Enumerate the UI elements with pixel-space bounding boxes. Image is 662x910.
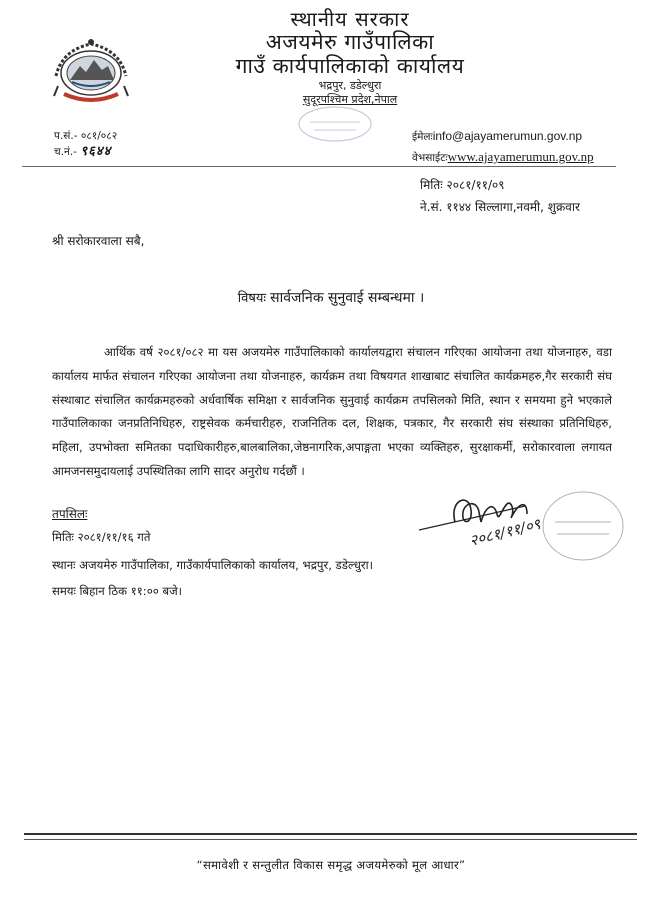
footer-rule-thin xyxy=(24,839,637,840)
email-label: ईमेलः xyxy=(412,131,433,143)
header-divider xyxy=(22,166,616,167)
date-line-2: ने.सं. ११४४ सिल्लागा,नवमी, शुक्रवार xyxy=(420,200,580,214)
letterhead xyxy=(130,8,570,107)
details-heading: तपसिलः xyxy=(52,507,88,521)
greeting: श्री सरोकारवाला सबै, xyxy=(52,234,145,248)
ps-label: प.सं.- xyxy=(54,130,78,142)
cn-label: च.नं.- xyxy=(54,146,77,158)
header-address: भद्रपुर, डडेल्धुरा xyxy=(318,79,382,92)
website-link[interactable]: www.ajayamerumun.gov.np xyxy=(447,149,594,164)
detail-place: स्थानः अजयमेरु गाउँपालिका, गाउँकार्यपालिकाको कार्यालय, भद्रपुर, डडेल्धुरा। xyxy=(52,558,374,572)
nepal-emblem-icon xyxy=(50,36,132,106)
signature-icon xyxy=(415,480,630,580)
reference-block xyxy=(54,128,117,160)
header-line-3: गाउँ कार्यपालिकाको कार्यालय xyxy=(235,54,465,78)
header-line-1: स्थानीय सरकार xyxy=(290,7,410,31)
footer-motto: “समावेशी र सन्तुलीत विकास समृद्ध अजयमेरुको मूल आधार” xyxy=(196,858,466,872)
date-line-1: मितिः २०८१/११/०९ xyxy=(420,178,505,192)
subject-label: विषयः xyxy=(237,291,267,306)
footer-rule-thick xyxy=(24,833,637,835)
ps-value: ०८१/०८२ xyxy=(80,130,118,142)
body-paragraph: आर्थिक वर्ष २०८१/०८२ मा यस अजयमेरु गाउँपालिकाको कार्यालयद्वारा संचालन गरिएका आयोजना तथा योजनाहरु, वडा कार्यालय मार्फत संचालन गरिएका आयोजना तथा योजनाहरु, कार्यक्रम तथा विषयगत शाखाबाट संचालित कार्यक्रमहरु,गैर सरकारी संघ संस्थाबाट संचालित कार्यक्रमहरुको अर्धवार्षिक समिक्षा र सार्वजनिक सुनुवाई कार्यक्रम तपसिलको मिति, स्थान र समयमा हुने भएकाले गाउँपालिकाका जनप्रतिनिधिहरु, राष्ट्रसेवक कर्मचारीहरु, राजनितिक दल, शिक्षक, पत्रकार, गैर सरकारी संघ संस्थाका प्रतिनिधिहरु, महिला, उपभोक्ता समितका पदाधिकारीहरु,बालबालिका,जेष्ठनागरिक,अपाङ्गता भएका व्यक्तिहरु, सुरक्षाकर्मी, सरोकारवाला लगायत आमजनसमुदायलाई उपस्थितिका लागि सादर अनुरोध गर्दछौं । xyxy=(52,345,612,478)
web-label: वेभसाईटः xyxy=(412,152,448,164)
header-line-2: अजयमेरु गाउँपालिका xyxy=(265,30,435,54)
subject-text: सार्वजनिक सुनुवाई सम्बन्धमा । xyxy=(270,290,425,306)
contact-block xyxy=(412,127,594,168)
office-stamp-icon xyxy=(296,104,374,144)
email-link[interactable]: info@ajayamerumun.gov.np xyxy=(432,129,583,143)
subject-line xyxy=(0,288,662,307)
svg-text:२०८१/११/०९: २०८१/११/०९ xyxy=(467,514,543,550)
date-block xyxy=(420,174,580,218)
detail-date: मितिः २०८१/११/१६ गते xyxy=(52,530,151,544)
header-province: सुदूरपश्चिम प्रदेश,नेपाल xyxy=(302,93,398,106)
detail-time: समयः बिहान ठिक ११:०० बजे। xyxy=(52,584,183,598)
cn-value: ९६४४ xyxy=(80,144,112,159)
